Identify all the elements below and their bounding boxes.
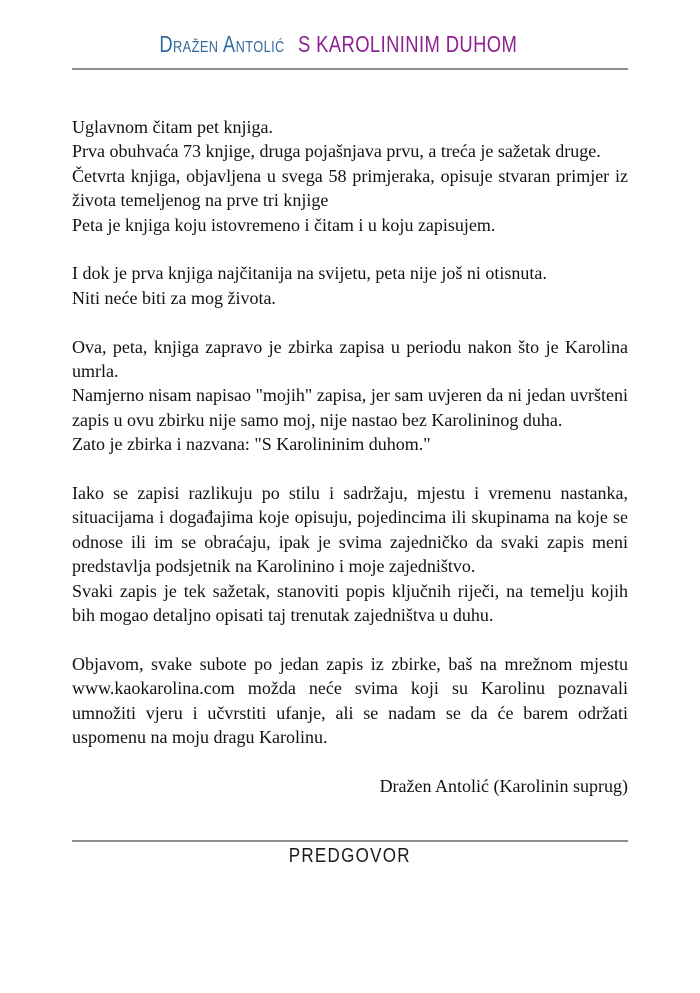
text-line: Četvrta knjiga, objavljena u svega 58 primjeraka, opisuje stvaran primjer iz života temeljenog na prve tri knjige: [72, 165, 628, 211]
text-line: Iako se zapisi razlikuju po stilu i sadržaju, mjestu i vremenu nastanka, situacijama i događajima koje opisuju, pojedincima ili skupinama na koje se odnose ili im se obraćaju, ipak je svima zajedničko da svaki zapis meni predstavlja podsjetnik na Karolinino i moje zajedništvo.: [72, 483, 628, 577]
paragraph-block: [72, 652, 628, 750]
text-line: Namjerno nisam napisao "mojih" zapisa, jer sam uvjeren da ni jedan uvršteni zapis u ovu zbirku nije samo moj, nije nastao bez Karolininog duha.: [72, 385, 628, 430]
text-line: Prva obuhvaća 73 knjige, druga pojašnjava prvu, a treća je sažetak druge.: [72, 141, 601, 162]
paragraph-block: [72, 335, 628, 457]
running-header: [72, 0, 628, 58]
author-name: Dražen Antolić: [158, 31, 285, 57]
paragraph-block: [72, 115, 628, 237]
text-line: Uglavnom čitam pet knjiga.: [72, 117, 273, 137]
header-rule: [72, 68, 628, 70]
text-line: Objavom, svake subote po jedan zapis iz zbirke, baš na mrežnom mjestu www.kaokarolina.com možda neće svima koji su Karolinu poznavali umnožiti vjeru i učvrstiti ufanje, ali se nadam se da će barem održati uspomenu na moju dragu Karolinu.: [72, 653, 628, 748]
paragraph-block: [72, 261, 628, 310]
preface-text: [72, 115, 628, 798]
text-line: Zato je zbirka i nazvana: "S Karolininim duhom.": [72, 434, 431, 455]
author-signature: Dražen Antolić (Karolinin suprug): [379, 775, 628, 796]
text-line: Niti neće biti za mog života.: [72, 287, 276, 308]
paragraph-block: [72, 481, 628, 627]
text-line: Ova, peta, knjiga zapravo je zbirka zapisa u periodu nakon što je Karolina umrla.: [72, 336, 628, 382]
text-line: Svaki zapis je tek sažetak, stanoviti popis ključnih riječi, na temelju kojih bih mogao detaljno opisati taj trenutak zajedništva u duhu.: [72, 580, 628, 626]
section-footer: [0, 843, 700, 870]
text-line: Peta je knjiga koju istovremeno i čitam i u koju zapisujem.: [72, 214, 496, 235]
text-line: I dok je prva knjiga najčitanija na svijetu, peta nije još ni otisnuta.: [72, 263, 547, 284]
footer-rule: [72, 840, 628, 842]
section-title: PREDGOVOR: [288, 845, 412, 868]
book-title: S KAROLININIM DUHOM: [298, 31, 518, 57]
